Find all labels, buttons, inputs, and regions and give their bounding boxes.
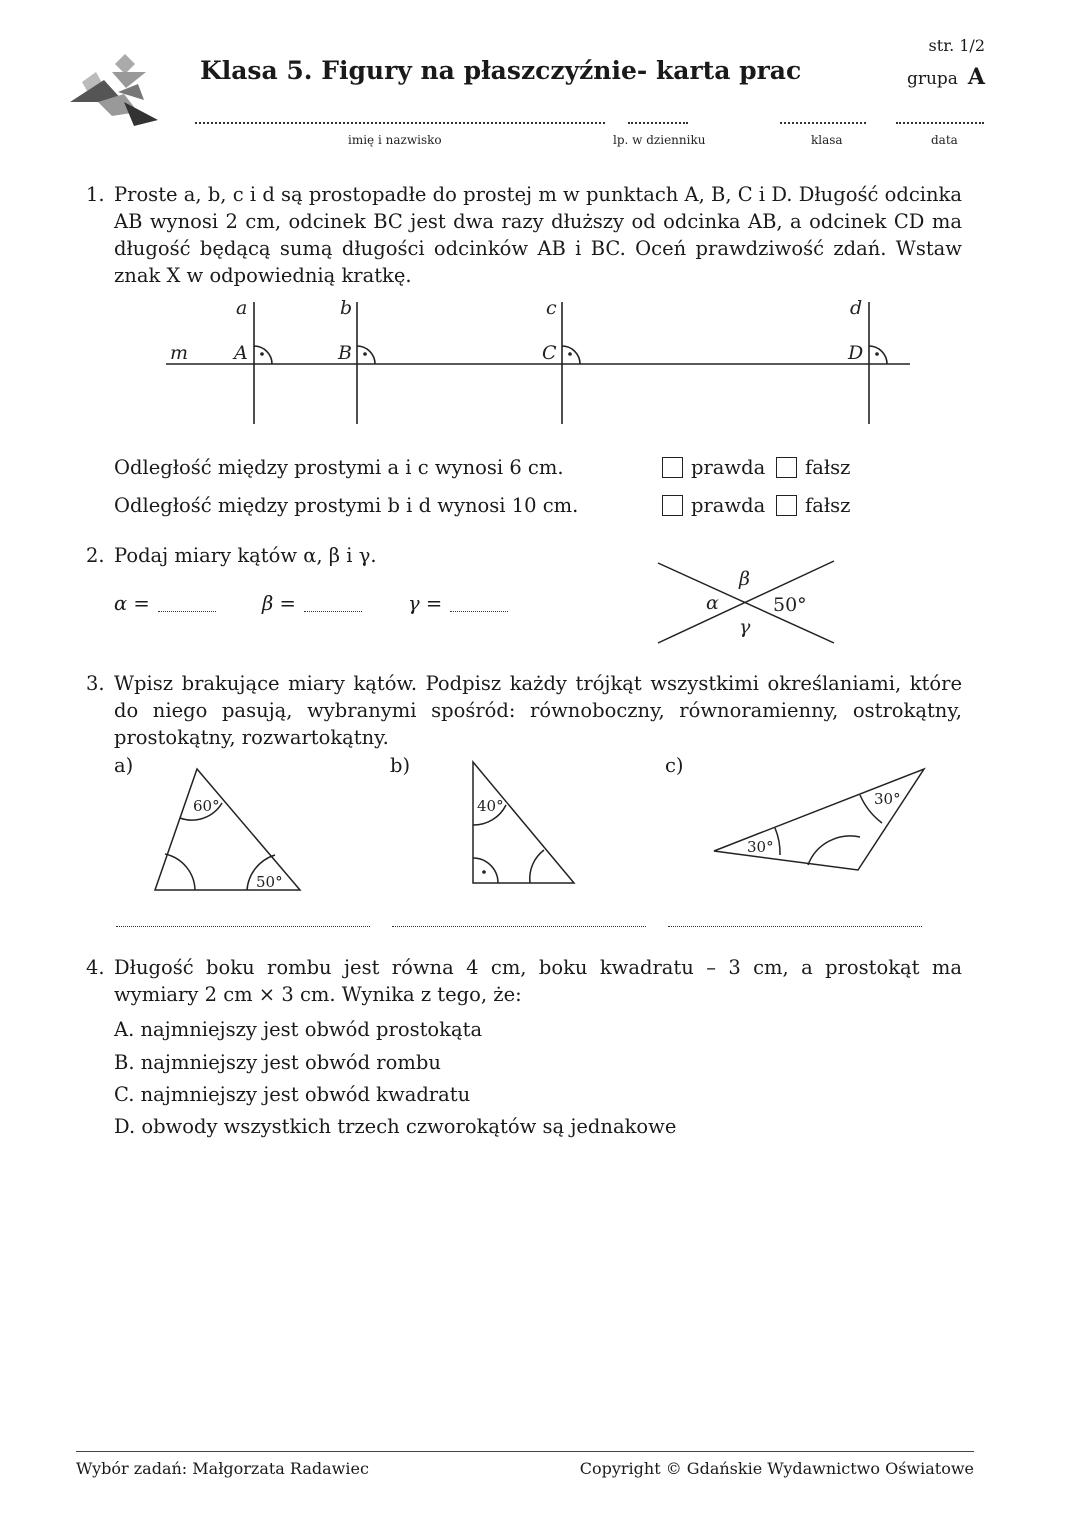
angle-label: 30° xyxy=(747,838,774,856)
name-field-label: imię i nazwisko xyxy=(348,133,442,147)
alpha-label: α xyxy=(706,592,719,614)
statement-2: Odległość między prostymi b i d wynosi 10 cm. xyxy=(114,494,579,517)
question-text: Długość boku rombu jest równa 4 cm, boku kwadratu – 3 cm, a prostokąt ma wymiary 2 cm × 3 cm. Wynika z tego, że: xyxy=(114,956,962,1006)
page-title: Klasa 5. Figury na płaszczyźnie- karta prac xyxy=(200,56,802,85)
group-letter: A xyxy=(967,64,985,90)
part-a-label: a) xyxy=(114,754,134,777)
point-b-label: B xyxy=(338,342,352,364)
statement-1-true[interactable]: prawda xyxy=(662,456,765,479)
beta-label: β xyxy=(739,568,750,590)
q1-figure xyxy=(160,292,920,432)
question-text: Wpisz brakujące miary kątów. Podpisz każdy trójkąt wszystkimi określaniami, które do niego pasują, wybranymi spośród: równoboczny, równoramienny, ostrokątny, prostokątny, rozwartokątny. xyxy=(114,672,962,749)
gamma-answer-field[interactable] xyxy=(450,611,508,612)
number-field[interactable] xyxy=(628,122,688,124)
date-field-label: data xyxy=(931,133,958,147)
statement-1: Odległość między prostymi a i c wynosi 6 cm. xyxy=(114,456,564,479)
question-text: Proste a, b, c i d są prostopadłe do prostej m w punktach A, B, C i D. Długość odcinka AB wynosi 2 cm, odcinek BC jest dwa razy dłuższy od odcinka AB, a odcinek CD ma długość będącą sumą długości odcinków AB i BC. Oceń prawdziwość zdań. Wstaw znak X w odpowiednią kratkę. xyxy=(114,183,962,287)
alpha-answer-label: α = xyxy=(114,592,150,615)
alpha-answer-field[interactable] xyxy=(158,611,216,612)
question-number: 2. xyxy=(86,544,105,567)
page-number: str. 1/2 xyxy=(928,36,985,55)
angle-label: 50° xyxy=(256,873,283,891)
line-b-label: b xyxy=(340,297,353,319)
triangle-c-answer-field[interactable] xyxy=(668,926,922,927)
question-number: 1. xyxy=(86,183,105,206)
angle-label: 60° xyxy=(193,797,220,815)
statement-1-false[interactable]: fałsz xyxy=(776,456,850,479)
q2-figure xyxy=(650,555,850,650)
date-field[interactable] xyxy=(896,122,984,124)
given-angle-label: 50° xyxy=(773,594,807,616)
angle-label: 40° xyxy=(477,797,504,815)
group-label: grupa A xyxy=(906,64,985,90)
angle-label: 30° xyxy=(874,790,901,808)
triangle-b xyxy=(468,758,580,888)
gamma-label: γ xyxy=(739,616,751,638)
question-text: Podaj miary kątów α, β i γ. xyxy=(114,544,377,567)
publisher-logo xyxy=(68,50,160,130)
line-a-label: a xyxy=(236,297,248,319)
triangle-a-answer-field[interactable] xyxy=(116,926,370,927)
gamma-answer-label: γ = xyxy=(408,592,443,615)
option-c[interactable]: C. najmniejszy jest obwód kwadratu xyxy=(114,1083,471,1106)
beta-answer-label: β = xyxy=(262,592,296,615)
statement-2-true[interactable]: prawda xyxy=(662,494,765,517)
option-a[interactable]: A. najmniejszy jest obwód prostokąta xyxy=(114,1018,483,1041)
checkbox xyxy=(776,495,797,516)
question-number: 4. xyxy=(86,956,105,979)
part-c-label: c) xyxy=(665,754,684,777)
checkbox xyxy=(662,495,683,516)
checkbox xyxy=(662,457,683,478)
option-b[interactable]: B. najmniejszy jest obwód rombu xyxy=(114,1051,441,1074)
option-d[interactable]: D. obwody wszystkich trzech czworokątów są jednakowe xyxy=(114,1115,677,1138)
line-c-label: c xyxy=(546,297,557,319)
class-field-label: klasa xyxy=(811,133,843,147)
number-field-label: lp. w dzienniku xyxy=(613,133,706,147)
name-field[interactable] xyxy=(195,122,605,124)
point-a-label: A xyxy=(234,342,248,364)
footer-copyright: Copyright © Gdańskie Wydawnictwo Oświatowe xyxy=(579,1459,974,1478)
checkbox xyxy=(776,457,797,478)
class-field[interactable] xyxy=(780,122,866,124)
triangle-a xyxy=(150,765,305,895)
question-number: 3. xyxy=(86,672,105,695)
footer-author: Wybór zadań: Małgorzata Radawiec xyxy=(76,1459,369,1478)
line-m-label: m xyxy=(170,342,189,364)
part-b-label: b) xyxy=(390,754,411,777)
line-d-label: d xyxy=(850,297,863,319)
triangle-c xyxy=(710,765,930,875)
triangle-b-answer-field[interactable] xyxy=(392,926,646,927)
beta-answer-field[interactable] xyxy=(304,611,362,612)
statement-2-false[interactable]: fałsz xyxy=(776,494,850,517)
point-c-label: C xyxy=(542,342,557,364)
footer-divider xyxy=(76,1451,974,1452)
point-d-label: D xyxy=(848,342,864,364)
